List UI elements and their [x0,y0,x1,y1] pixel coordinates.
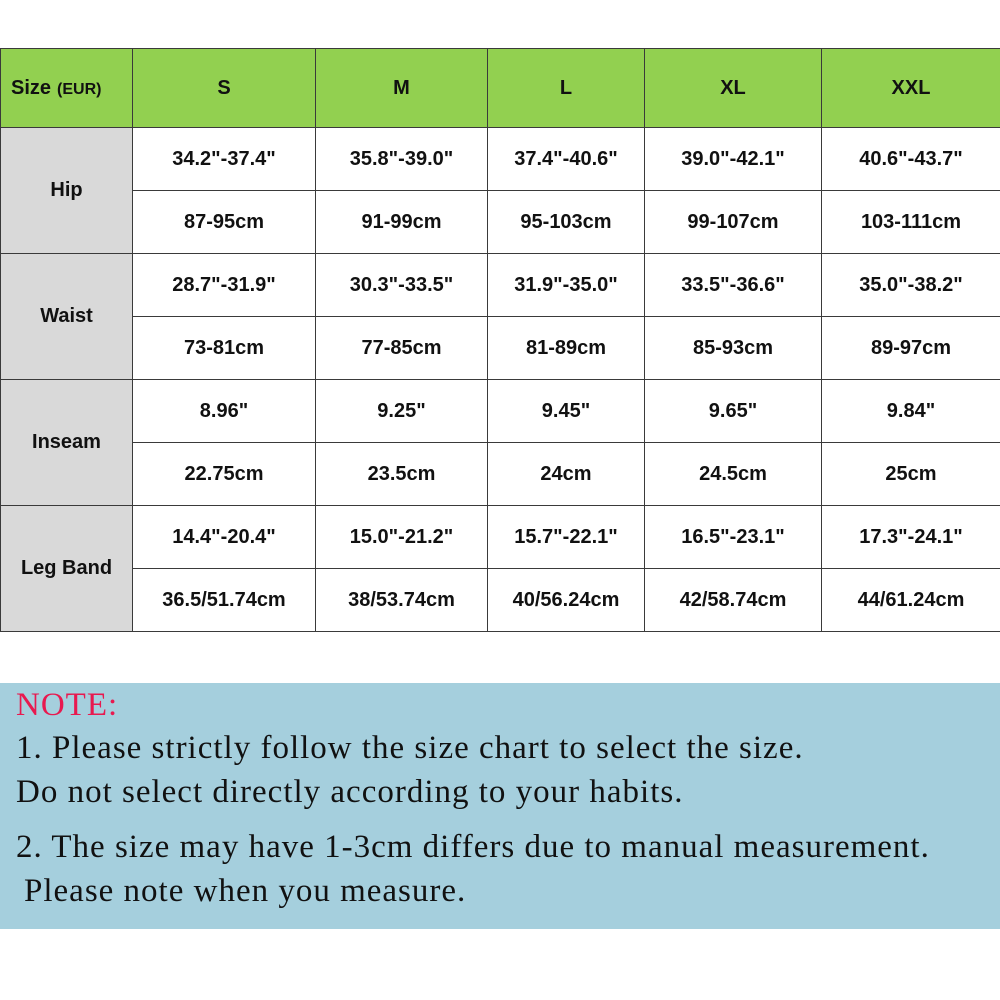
table-cell: 36.5/51.74cm [133,569,316,632]
table-cell: 39.0"-42.1" [645,128,822,191]
table-row [1,569,1000,632]
table-cell: 35.0"-38.2" [822,254,1000,317]
row-label-inseam: Inseam [1,380,133,506]
table-cell: 77-85cm [316,317,488,380]
table-cell: 23.5cm [316,443,488,506]
table-cell: 33.5"-36.6" [645,254,822,317]
note-line-4: Please note when you measure. [24,873,467,909]
table-row [1,317,1000,380]
note-title: NOTE: [16,687,119,723]
table-row [1,443,1000,506]
table-cell: 40.6"-43.7" [822,128,1000,191]
table-cell: 14.4"-20.4" [133,506,316,569]
table-row [1,506,1000,569]
table-cell: 73-81cm [133,317,316,380]
table-cell: 40/56.24cm [488,569,645,632]
table-cell: 42/58.74cm [645,569,822,632]
size-header-xxl: XXL [822,49,1000,128]
table-cell: 35.8"-39.0" [316,128,488,191]
table-cell: 16.5"-23.1" [645,506,822,569]
table-cell: 103-111cm [822,191,1000,254]
size-chart-table [0,48,1000,632]
table-cell: 15.0"-21.2" [316,506,488,569]
table-cell: 28.7"-31.9" [133,254,316,317]
size-header-s: S [133,49,316,128]
table-cell: 99-107cm [645,191,822,254]
size-unit: (EUR) [57,80,102,98]
size-label: Size [11,76,52,99]
table-cell: 8.96" [133,380,316,443]
table-cell: 9.45" [488,380,645,443]
table-cell: 9.84" [822,380,1000,443]
table-cell: 17.3"-24.1" [822,506,1000,569]
table-cell: 95-103cm [488,191,645,254]
table-row [1,254,1000,317]
table-cell: 37.4"-40.6" [488,128,645,191]
table-cell: 9.65" [645,380,822,443]
size-header-m: M [316,49,488,128]
table-cell: 15.7"-22.1" [488,506,645,569]
table-cell: 89-97cm [822,317,1000,380]
table-cell: 87-95cm [133,191,316,254]
row-label-waist: Waist [1,254,133,380]
table-cell: 30.3"-33.5" [316,254,488,317]
table-cell: 91-99cm [316,191,488,254]
size-header-xl: XL [645,49,822,128]
table-cell: 85-93cm [645,317,822,380]
row-label-hip: Hip [1,128,133,254]
note-line-2: Do not select directly according to your habits. [16,774,684,810]
table-cell: 34.2"-37.4" [133,128,316,191]
table-cell: 81-89cm [488,317,645,380]
size-eur-header [1,49,133,128]
table-cell: 24cm [488,443,645,506]
table-cell: 25cm [822,443,1000,506]
note-box [0,683,1000,929]
size-header-l: L [488,49,645,128]
table-cell: 38/53.74cm [316,569,488,632]
table-cell: 22.75cm [133,443,316,506]
table-cell: 31.9"-35.0" [488,254,645,317]
table-cell: 24.5cm [645,443,822,506]
note-line-1: 1. Please strictly follow the size chart to select the size. [16,730,804,766]
table-cell: 44/61.24cm [822,569,1000,632]
size-header-row [1,49,1000,128]
table-row [1,191,1000,254]
row-label-leg-band: Leg Band [1,506,133,632]
note-line-3: 2. The size may have 1-3cm differs due to manual measurement. [16,829,930,865]
table-row [1,128,1000,191]
table-row [1,380,1000,443]
table-cell: 9.25" [316,380,488,443]
